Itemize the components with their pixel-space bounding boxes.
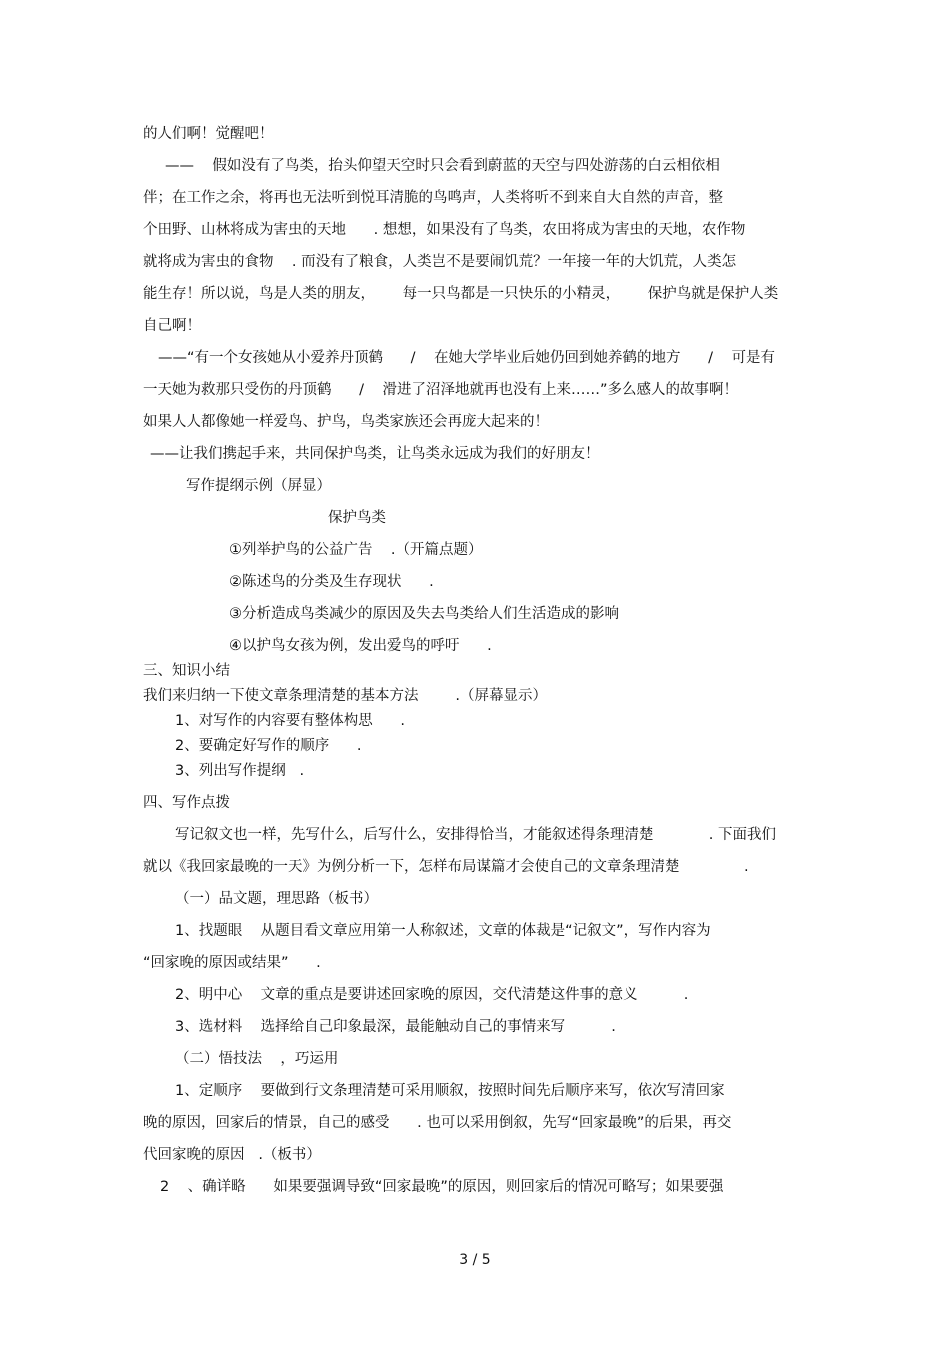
summary-item-3: 3、列出写作提纲 . bbox=[175, 763, 305, 779]
body-line-17: 3、选材料 选择给自己印象最深，最能触动自己的事情来写 . bbox=[175, 1019, 616, 1035]
summary-item-1: 1、对写作的内容要有整体构思 . bbox=[175, 713, 405, 729]
body-line-9: 一天她为救那只受伤的丹顶鹤 / 滑进了沼泽地就再也没有上来……”多么感人的故事啊！ bbox=[143, 382, 738, 398]
body-line-21: 2 、确详略 如果要强调导致“回家最晚”的原因，则回家后的情况可略写；如果要强 bbox=[160, 1179, 724, 1195]
body-line-15: “回家晚的原因或结果” . bbox=[143, 955, 321, 971]
body-line-19: 晚的原因，回家后的情景，自己的感受 . 也可以采用倒叙，先写“回家最晚”的后果，再交 bbox=[143, 1115, 732, 1131]
body-line-7: 自己啊！ bbox=[143, 318, 201, 334]
page-number: 3 / 5 bbox=[459, 1252, 491, 1268]
summary-intro: 我们来归纳一下使文章条理清楚的基本方法 .（屏幕显示） bbox=[143, 688, 547, 704]
outline-item-1: ①列举护鸟的公益广告 .（开篇点题） bbox=[229, 542, 483, 558]
body-line-11: ——让我们携起手来，共同保护鸟类，让鸟类永远成为我们的好朋友！ bbox=[150, 446, 600, 462]
body-line-18: 1、定顺序 要做到行文条理清楚可采用顺叙，按照时间先后顺序来写，依次写清回家 bbox=[175, 1083, 725, 1099]
body-line-12: 写记叙文也一样，先写什么，后写什么，安排得恰当，才能叙述得条理清楚 . 下面我们 bbox=[175, 827, 777, 843]
section-heading-4: 四、写作点拨 bbox=[143, 795, 230, 811]
section-heading-3: 三、知识小结 bbox=[143, 663, 230, 679]
body-line-2: —— 假如没有了鸟类，抬头仰望天空时只会看到蔚蓝的天空与四处游荡的白云相依相 bbox=[165, 158, 720, 174]
body-line-10: 如果人人都像她一样爱鸟、护鸟，鸟类家族还会再庞大起来的！ bbox=[143, 414, 549, 430]
body-line-6: 能生存！所以说，鸟是人类的朋友， 每一只鸟都是一只快乐的小精灵， 保护鸟就是保护人类 bbox=[143, 286, 779, 302]
body-line-4: 个田野、山林将成为害虫的天地 . 想想，如果没有了鸟类，农田将成为害虫的天地，农作物 bbox=[143, 222, 746, 238]
body-line-20: 代回家晚的原因 .（板书） bbox=[143, 1147, 321, 1163]
outline-heading: 写作提纲示例（屏显） bbox=[186, 478, 331, 494]
body-line-16: 2、明中心 文章的重点是要讲述回家晚的原因，交代清楚这件事的意义 . bbox=[175, 987, 689, 1003]
subheading-1: （一）品文题，理思路（板书） bbox=[175, 891, 378, 907]
subheading-2: （二）悟技法 ，巧运用 bbox=[175, 1051, 339, 1067]
outline-item-2: ②陈述鸟的分类及生存现状 . bbox=[229, 574, 434, 590]
body-line-5: 就将成为害虫的食物 . 而没有了粮食，人类岂不是要闹饥荒？一年接一年的大饥荒，人类怎 bbox=[143, 254, 737, 270]
body-line-13: 就以《我回家最晚的一天》为例分析一下，怎样布局谋篇才会使自己的文章条理清楚 . bbox=[143, 859, 749, 875]
body-line-1: 的人们啊！觉醒吧！ bbox=[143, 126, 274, 142]
body-line-3: 伴；在工作之余，将再也无法听到悦耳清脆的鸟鸣声，人类将听不到来自大自然的声音，整 bbox=[143, 190, 723, 206]
summary-item-2: 2、要确定好写作的顺序 . bbox=[175, 738, 362, 754]
outline-item-3: ③分析造成鸟类减少的原因及失去鸟类给人们生活造成的影响 bbox=[229, 606, 619, 622]
outline-title: 保护鸟类 bbox=[328, 510, 386, 526]
body-line-14: 1、找题眼 从题目看文章应用第一人称叙述，文章的体裁是“记叙文”，写作内容为 bbox=[175, 923, 711, 939]
body-line-8: ——“有一个女孩她从小爱养丹顶鹤 / 在她大学毕业后她仍回到她养鹤的地方 / 可是有 bbox=[158, 350, 775, 366]
outline-item-4: ④以护鸟女孩为例，发出爱鸟的呼吁 . bbox=[229, 638, 492, 654]
